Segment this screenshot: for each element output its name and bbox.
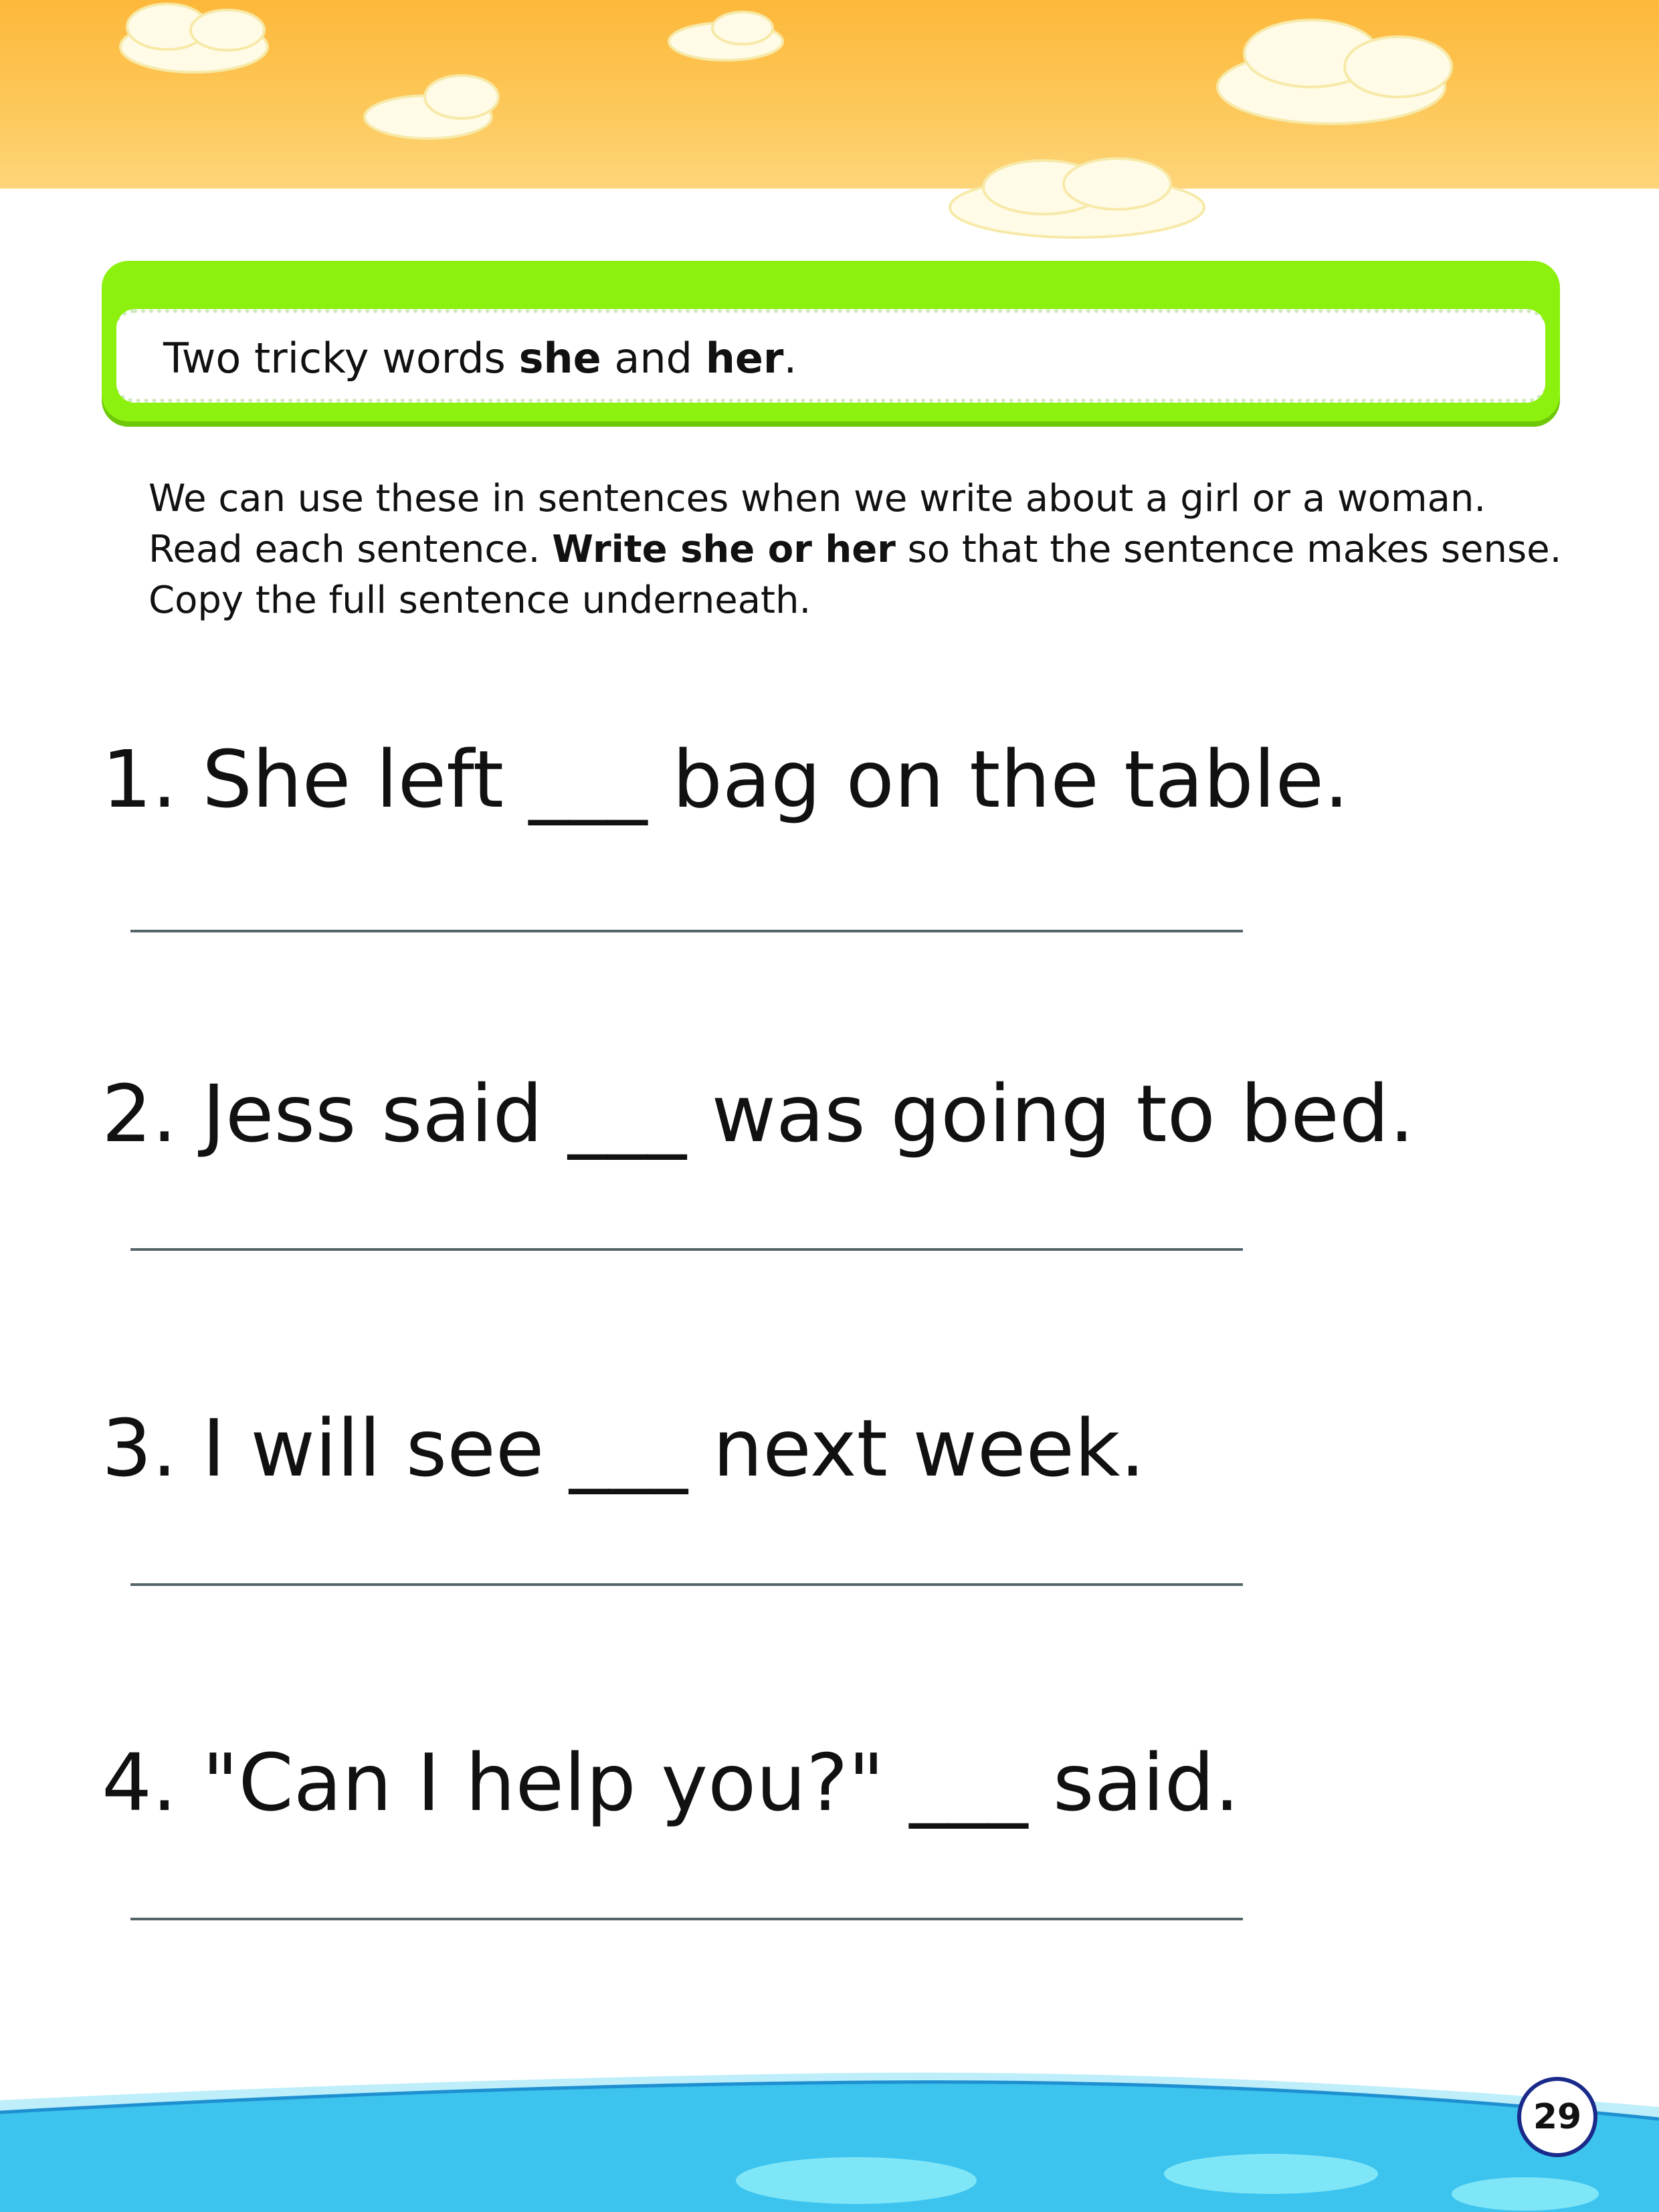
banner-word-her: her [705,334,784,383]
answer-line-3[interactable] [130,1583,1243,1586]
page-number: 29 [1517,2077,1597,2157]
question-3: 3. I will see ___ next week. [102,1402,1145,1494]
instructions [149,474,1567,626]
banner-suffix: . [783,334,797,383]
clouds-illustration [0,0,1659,189]
sea-footer [0,2060,1659,2212]
banner-title [163,332,797,385]
banner-word-she: she [518,334,601,383]
answer-line-4[interactable] [130,1918,1243,1920]
waves-illustration [0,2060,1659,2212]
question-2: 2. Jess said ___ was going to bed. [102,1068,1415,1160]
banner-middle: and [601,334,706,383]
question-4: 4. "Can I help you?" ___ said. [102,1736,1240,1829]
instructions-part2: so that the sentence makes sense. Copy the full sentence underneath. [149,528,1562,622]
title-banner [102,261,1560,421]
title-banner-inner [116,309,1545,403]
answer-line-1[interactable] [130,930,1243,932]
instructions-bold: Write she or her [552,528,896,571]
question-1: 1. She left ___ bag on the table. [102,733,1349,825]
answer-line-2[interactable] [130,1248,1243,1251]
banner-prefix: Two tricky words [163,334,519,383]
sky-header [0,0,1659,189]
cloud-icon [937,154,1217,247]
instructions-part1: We can use these in sentences when we write about a girl or a woman. Read each sentence. [149,477,1486,571]
